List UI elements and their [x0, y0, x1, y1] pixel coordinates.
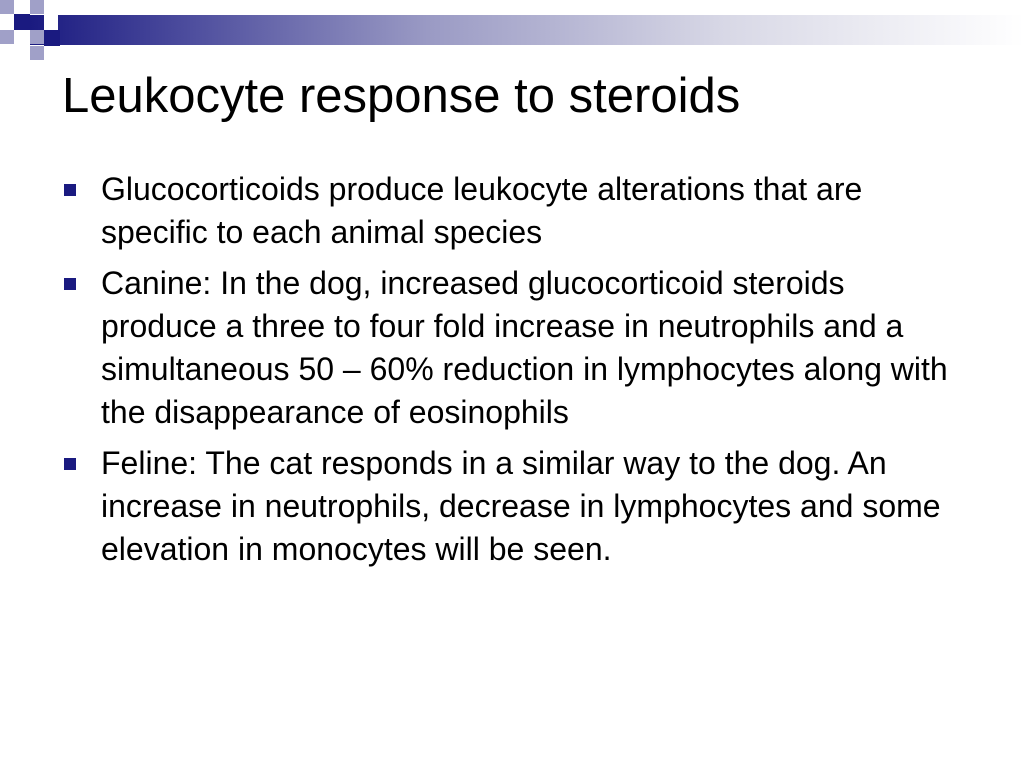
header-gradient-bar — [30, 15, 1024, 45]
bullet-item — [64, 262, 964, 434]
decor-square — [44, 14, 58, 30]
bullet-text: Feline: The cat responds in a similar way to the dog. An increase in neutrophils, decrease in lymphocytes and some elevation in monocytes will be seen. — [101, 445, 941, 567]
square-bullet-icon — [64, 458, 76, 470]
bullet-item — [64, 168, 964, 254]
square-bullet-icon — [64, 184, 76, 196]
decor-square — [0, 30, 14, 44]
slide-title: Leukocyte response to steroids — [62, 69, 741, 123]
decor-square — [30, 0, 44, 14]
bullet-item — [64, 442, 964, 571]
decor-square — [0, 0, 14, 14]
square-bullet-icon — [64, 278, 76, 290]
bullet-text: Canine: In the dog, increased glucocorticoid steroids produce a three to four fold increase in neutrophils and a simultaneous 50 – 60% reduction in lymphocytes along with the disappearance of eosinophils — [101, 265, 948, 430]
decor-square — [14, 14, 30, 30]
bullet-list — [64, 168, 964, 579]
decor-square — [30, 46, 44, 60]
decor-square — [44, 30, 60, 46]
bullet-text: Glucocorticoids produce leukocyte alterations that are specific to each animal species — [101, 171, 863, 250]
